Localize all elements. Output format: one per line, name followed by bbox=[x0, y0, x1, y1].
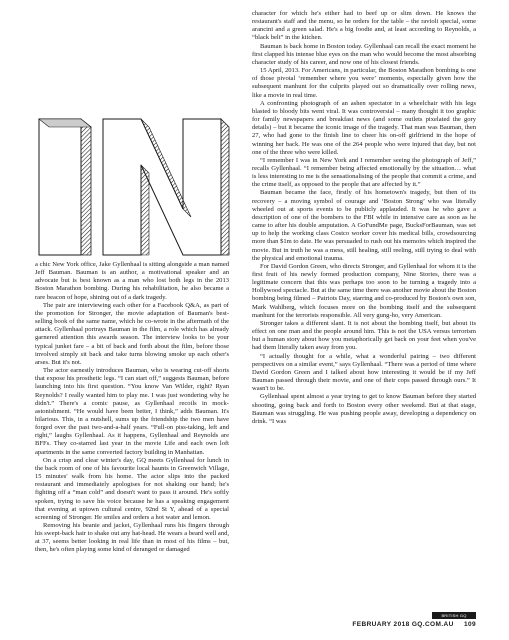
dropcap-letters-in bbox=[33, 117, 233, 257]
paragraph: For David Gordon Green, who directs Stronger, and Gyllenhaal for whom it is the first fruit of his newly formed production company, Nine Stories, there was a legitimate concern that this was perhaps too soon to be turning a tragedy into a Hollywood spectacle. But at the same time there was another movie about the Boston bombing being filmed – Patriots Day, starring and co-produced by Boston's own son, Mark Wahlberg, which focuses more on the bombing itself and the subsequent manhunt for the terrorists responsible. All very gung-ho, very American. bbox=[252, 262, 476, 319]
paragraph: A confronting photograph of an ashen spectator in a wheelchair with his legs blasted to bloody bits went viral. It was controversial – many thought it too graphic for family newspapers and breakfast news (and some outlets pixelated the gory details) – but it became the iconic image of the tragedy. That man was Bauman, then 27, who had gone to the finish line to cheer his on-off girlfriend in the hope of winning her back. He was one of the 264 people who were injured that day, but not one of the three who were killed. bbox=[252, 99, 476, 156]
right-text-column bbox=[252, 10, 476, 426]
paragraph: a chic New York office, Jake Gyllenhaal is sitting alongside a man named Jeff Bauman. Bauman is an author, a motivational speaker and an advocate but is best known as a man who lost both legs in the 2013 Boston Marathon bombing. During his rehabilitation, he also became a rare beacon of hope, shining out of a dark tragedy. bbox=[35, 261, 229, 301]
paragraph: The pair are interviewing each other for a Facebook Q&A, as part of the promotion for Stronger, the movie adaptation of Bauman's best-selling book of the same name, which he co-wrote in the aftermath of the attack. Gyllenhaal portrays Bauman in the film, a role which has already garnered attention this awards season. The interview looks to be your typical junket fare – a bit of back and forth about the film, before those involved simply sit back and take turns blowing smoke up each other's arses. But it's not. bbox=[35, 301, 229, 366]
paragraph: “I remember I was in New York and I remember seeing the photograph of Jeff,” recalls Gyllenhaal. “I remember being affected emotionally by the situation… what is less interesting to me is the sensationalising of the people that commit a crime, and the crime itself, as opposed to the people that are affected by it.” bbox=[252, 156, 476, 189]
paragraph: 15 April, 2013. For Americans, in particular, the Boston Marathon bombing is one of those pivotal ‘remember where you were’ moments, especially given how the subsequent manhunt for the culprits played out so dramatically over rolling news, like a movie in real time. bbox=[252, 67, 476, 99]
paragraph: Removing his beanie and jacket, Gyllenhaal runs his fingers through his swept-back hair to shake out any hat-head. He wears a beard well and, at 37, seems better looking in real life than in most of his films – but, then, he's often playing some kind of deranged or damaged bbox=[35, 522, 229, 554]
page-number: 109 bbox=[463, 621, 476, 628]
magazine-badge: BRITISH GQ bbox=[432, 612, 476, 619]
issue-date: FEBRUARY 2018 bbox=[352, 621, 410, 628]
dropcap-letter-i bbox=[39, 119, 91, 255]
paragraph: “I actually thought for a while, what a wonderful pairing – two different perspectives on a similar event,” says Gyllenhaal. “There was a period of time where David Gordon Green and I talked about how interesting it would be if my Jeff Bauman passed through their movie, and one of their cops passed through ours.” It wasn't to be. bbox=[252, 352, 476, 393]
paragraph: Bauman became the face, firstly of his hometown's tragedy, but then of its recovery – a moving symbol of courage and ‘Boston Strong’ who was literally wheeled out at sports events to be publicly applauded. It was he who gave a description of one of the bombers to the FBI while in intensive care as soon as he came to after his double amputation. A GoFundMe page, BucksForBauman, was set up to help the working class Costco worker cover his medical bills, crowdsourcing more than $1m to date. He was persuaded to rush out his memoirs which inspired the movie. But in truth he was a mess, still healing, still reeling, still trying to deal with the physical and emotional trauma. bbox=[252, 189, 476, 262]
paragraph: character for which he's either had to beef up or slim down. He knows the restaurant's staff and the menu, so he orders for the table – the ravioli special, some arancini and a green salad. He's a big foodie and, at least according to Reynolds, a “black belt” in the kitchen. bbox=[252, 10, 476, 42]
paragraph: Stronger takes a different slant. It is not about the bombing itself, but about its effect on one man and the people around him. This is not the USA versus terrorism but a human story about how you metaphorically get back on your feet when you've had them literally taken away from you. bbox=[252, 319, 476, 352]
paragraph: Gyllenhaal spent almost a year trying to get to know Bauman before they started shooting, going back and forth to Boston every other weekend. But at that stage, Bauman was struggling. He was pushing people away, developing a dependency on drink. “I was bbox=[252, 393, 476, 425]
paragraph: Bauman is back home in Boston today. Gyllenhaal can recall the exact moment he first clapped his intense blue eyes on the man who would become the most absorbing character study of his career, and now one of his closest friends. bbox=[252, 42, 476, 66]
paragraph: On a crisp and clear winter's day, GQ meets Gyllenhaal for lunch in the back room of one of his favourite local haunts in Greenwich Village, 15 minutes' walk from his home. The actor slips into the packed restaurant and immediately apologises for not shaking our hand; he's fighting off a “man cold” and doesn't want to pass it around. He's softly spoken, trying to save his voice because he has a speaking engagement that evening at uptown cultural centre, 92nd St Y, ahead of a special screening of Stronger. He smiles and orders a hot water and lemon. bbox=[35, 456, 229, 521]
left-text-column bbox=[35, 261, 229, 555]
paragraph: The actor earnestly introduces Bauman, who is wearing cut-off shorts that expose his prosthetic legs. “I can start off,” suggests Bauman, before launching into his first question. “You know Van Wilder, right? Ryan Reynolds? I really wanted him to play me. I was just wondering why he didn't.” There's a comic pause, as Gyllenhaal recoils in mock-astonishment. “He would have been better, I think,” adds Bauman. It's hilarious. This, in a nutshell, sums up the friendship the two men have forged over the past two-and-a-half years. “Full-on piss-taking, left and right,” laughs Gyllenhaal. As it happens, Gyllenhaal and Reynolds are BFFs. They co-starred last year in the movie Life and each own loft apartments in the same converted factory building in Manhattan. bbox=[35, 367, 229, 456]
website: GQ.COM.AU bbox=[411, 621, 454, 628]
dropcap-letter-n bbox=[103, 119, 229, 255]
page-footer bbox=[352, 612, 476, 628]
